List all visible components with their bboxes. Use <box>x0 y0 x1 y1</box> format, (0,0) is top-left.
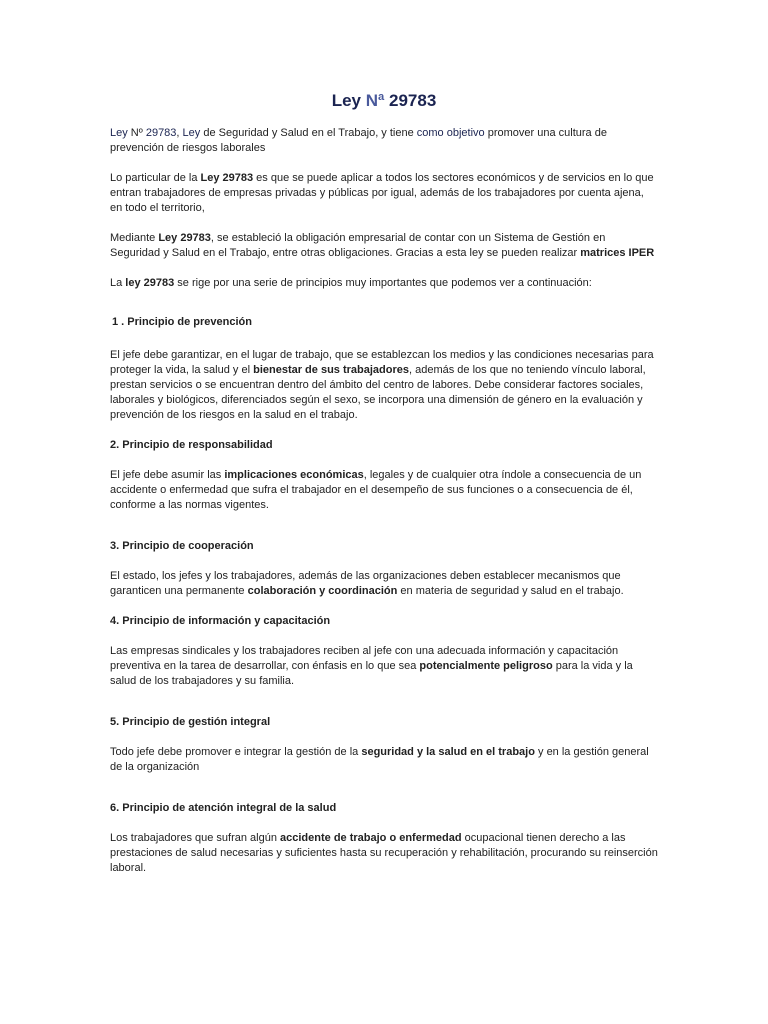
link-como-objetivo: como objetivo <box>416 127 485 139</box>
text: promover una cultura de prevención de riesgos laborales <box>110 127 607 154</box>
heading-principio-gestion-integral: 5. Principio de gestión integral <box>110 716 271 728</box>
text: Lo particular de la <box>110 172 201 184</box>
paragraph-mediante <box>110 231 658 261</box>
text: El estado, los jefes y los trabajadores, además de las organizaciones deben establecer mecanismos que garanticen una permanente <box>110 570 621 597</box>
link-ley: Ley <box>110 127 128 139</box>
body-principio-atencion-salud <box>110 831 658 876</box>
text: se rige por una serie de principios muy importantes que podemos ver a continuación: <box>174 277 592 289</box>
body-principio-prevencion <box>110 348 658 423</box>
body-principio-gestion-integral <box>110 745 658 775</box>
bold-text: potencialmente peligroso <box>419 660 553 672</box>
text: de Seguridad y Salud en el Trabajo, y tiene <box>200 127 417 139</box>
text: , legales y de cualquier otra índole a consecuencia de un accidente o enfermedad que sufra el trabajador en el desempeño de sus funciones o a consecuencia de él, conforme a las normas vigentes. <box>110 469 642 511</box>
bold-matrices-iper: matrices IPER <box>580 247 655 259</box>
text: , además de los que no teniendo vínculo laboral, prestan servicios o se encuentran dentro del ámbito del centro de labores. Debe considerar factores sociales, laborales y biológicos, diferenciados según el sexo, se incorpora una dimensión de género en la evaluación y prevención de los riesgos en la salud en el trabajo. <box>110 364 646 421</box>
text: , se estableció la obligación empresarial de contar con un Sistema de Gestión en Seguridad y Salud en el Trabajo, entre otras obligaciones. Gracias a esta ley se pueden realizar <box>110 232 606 259</box>
body-principio-cooperacion <box>110 569 658 599</box>
bold-text: implicaciones económicas <box>224 469 364 481</box>
link-29783: 29783 <box>145 127 177 139</box>
text: El jefe debe asumir las <box>110 469 225 481</box>
bold-ley-29783: Ley 29783 <box>200 172 254 184</box>
bold-ley-29783: Ley 29783 <box>158 232 211 244</box>
paragraph-principios-intro <box>110 276 658 291</box>
heading-principio-prevencion: 1 . Principio de prevención <box>112 316 252 328</box>
bold-text: seguridad y la salud en el trabajo <box>361 746 535 758</box>
text: , <box>176 127 183 139</box>
text: y en la gestión general de la organización <box>110 746 649 773</box>
title-part-ley: Ley <box>331 91 366 110</box>
document-title <box>110 90 658 112</box>
heading-principio-informacion: 4. Principio de información y capacitación <box>110 615 331 627</box>
paragraph-lo-particular <box>110 171 658 216</box>
heading-principio-atencion-salud: 6. Principio de atención integral de la salud <box>110 802 337 814</box>
text: para la vida y la salud de los trabajadores y su familia. <box>110 660 633 687</box>
bold-text: colaboración y coordinación <box>247 585 398 597</box>
text: La <box>110 277 126 289</box>
heading-principio-cooperacion: 3. Principio de cooperación <box>110 540 254 552</box>
text: Las empresas sindicales y los trabajadores reciben al jefe con una adecuada información y capacitación preventiva en la tarea de desarrollar, con énfasis en lo que sea <box>110 645 619 672</box>
body-principio-responsabilidad <box>110 468 658 513</box>
heading-principio-responsabilidad: 2. Principio de responsabilidad <box>110 439 273 451</box>
link-ley-2: Ley <box>182 127 201 139</box>
bold-text: bienestar de sus trabajadores <box>253 364 409 376</box>
text: ocupacional tienen derecho a las prestaciones de salud necesarias y suficientes hasta su recuperación y rehabilitación, procurando su reinserción laboral. <box>110 832 658 874</box>
title-part-number-sign: Nª <box>365 91 385 110</box>
text: Mediante <box>110 232 159 244</box>
document-page <box>110 84 658 891</box>
text: El jefe debe garantizar, en el lugar de trabajo, que se establezcan los medios y las condiciones necesarias para proteger la vida, la salud y el <box>110 349 654 376</box>
title-part-number: 29783 <box>384 91 437 110</box>
text: es que se puede aplicar a todos los sectores económicos y de servicios en lo que entran trabajadores de empresas privadas y públicas por igual, además de los trabajadores por cuenta ajena, en todo el territorio, <box>110 172 654 214</box>
text: en materia de seguridad y salud en el trabajo. <box>397 585 624 597</box>
bold-text: accidente de trabajo o enfermedad <box>280 832 462 844</box>
body-principio-informacion <box>110 644 658 689</box>
text: Nº <box>127 127 146 139</box>
text: Los trabajadores que sufran algún <box>110 832 281 844</box>
intro-paragraph <box>110 126 658 156</box>
bold-ley-29783: ley 29783 <box>125 277 175 289</box>
text: Todo jefe debe promover e integrar la gestión de la <box>110 746 362 758</box>
